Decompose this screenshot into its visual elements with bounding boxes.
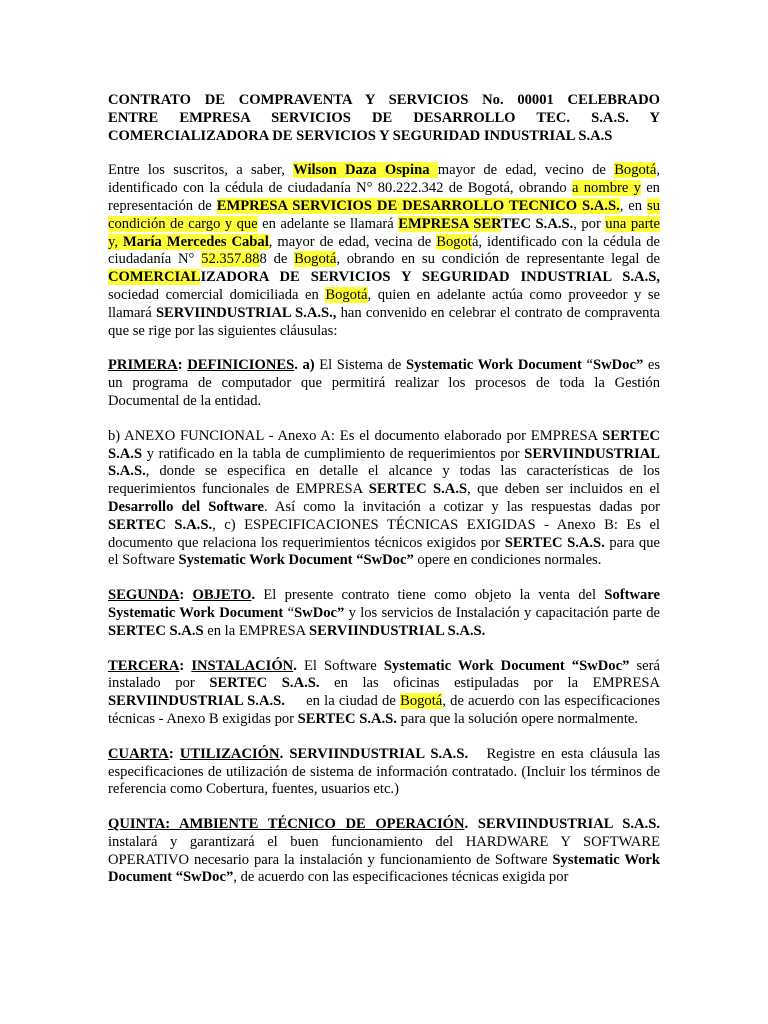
company-name: SERTEC S.A.S. [209,675,320,692]
text: , por [573,215,606,232]
company-name: SERVIINDUSTRIAL S.A.S. [289,745,469,762]
company-name-highlight: COMERCIAL [108,269,201,286]
clause-heading: TERCERA [108,657,180,674]
clause-segunda [108,587,660,640]
product-name: Systematic Work Document “SwDoc” [383,657,630,674]
clause-heading: SEGUNDA [108,587,180,604]
company-name: SERVIINDUSTRIAL S.A.S. [477,816,661,833]
text: , c) ESPECIFICACIONES TÉCNICAS EXIGIDAS - Anexo B: Es el documento que relaciona los requerimientos técnicos exigidos por [108,516,660,551]
text: , identificado con la cédula de ciudadanía N° 80.222.342 de Bogotá, obrando [108,162,661,197]
clause-subheading: OBJETO [192,587,252,604]
clause-primera [108,357,660,410]
title-line: COMERCIALIZADORA DE SERVICIOS Y SEGURIDAD INDUSTRIAL S.A.S [108,127,613,144]
title-line: CONTRATO DE COMPRAVENTA Y SERVICIOS No. 00001 CELEBRADO [108,92,660,108]
clause-cuarta [108,745,664,799]
city-highlight: Bogotá [325,286,368,303]
company-name: SERTEC S.A.S [108,427,660,462]
clause-heading: QUINTA: AMBIENTE TÉCNICO DE OPERACIÓN [108,816,465,833]
text-highlight: su condición de cargo y que [108,197,660,232]
text: . [293,657,297,674]
clause-subheading: UTILIZACIÓN [179,745,280,762]
city-highlight: Bogotá [400,693,443,710]
party-name-highlight: María Mercedes Cabal [122,233,269,250]
text: y ratificado en la tabla de cumplimiento de requerimientos por [142,445,525,462]
company-name: SERVIINDUSTRIAL S.A.S. [108,693,285,710]
text: mayor de edad, vecino de [437,162,615,179]
text: , en [619,197,648,214]
text: . [279,745,290,762]
text: para que la solución opere normalmente. [396,710,639,727]
clause-heading: CUARTA [108,745,169,762]
product-name: Desarrollo del Software [108,498,264,515]
text: Entre los suscritos, a saber, [108,162,294,179]
text: en adelante se llamará [257,215,399,232]
text: . [464,816,478,833]
text: para que el Software [108,534,660,569]
company-name: SERTEC S.A.S. [108,516,213,533]
text: , de acuerdo con las especificaciones técnicas exigida por [233,869,569,886]
company-name-highlight: EMPRESA SER [398,215,502,232]
text: b) ANEXO FUNCIONAL - Anexo A: Es el documento elaborado por EMPRESA [108,427,603,444]
text: sociedad comercial domiciliada en [108,286,326,303]
text: , que deben ser incluidos en el [467,481,660,498]
company-name: SERTEC S.A.S. [297,710,397,727]
company-name: SERTEC S.A.S [368,481,468,498]
text: á, identificado con la cédula de ciudadanía N° [108,233,660,268]
company-name: SERVIINDUSTRIAL S.A.S., [155,304,337,321]
contract-body [108,92,664,904]
text: : [177,357,188,374]
product-name: Software Systematic Work Document [108,587,660,621]
city-highlight: Bogot [436,233,472,250]
product-name: Systematic Work Document [405,357,582,374]
contract-title [108,92,660,145]
text: “ [581,357,593,374]
company-name: IZADORA DE SERVICIOS Y SEGURIDAD INDUSTRIAL S.A.S, [200,269,660,286]
text: en las oficinas estipuladas por la EMPRESA [319,675,660,692]
product-name: Systematic Work Document “SwDoc” [178,552,414,569]
clause-tercera [108,658,660,729]
text: han convenido en celebrar el contrato de compraventa que se rige por las siguientes cláusulas: [108,304,660,339]
text: 8 de [259,251,295,268]
text: . Así como la invitación a cotizar y las respuestas dadas por [263,498,660,515]
product-name: SwDoc” [294,604,345,621]
clause-subheading: DEFINICIONES [187,357,295,374]
text: El Software [296,657,384,674]
product-name: Systematic Work Document “SwDoc” [108,851,661,886]
id-number-highlight: 52.357.88 [201,251,260,268]
clause-subheading: INSTALACIÓN [191,657,294,674]
text-highlight: a nombre y [571,180,641,197]
text: en la ciudad de [284,693,401,710]
title-line: ENTRE EMPRESA SERVICIOS DE DESARROLLO TEC. S.A.S. Y [108,109,660,126]
text: y los servicios de Instalación y capacitación parte de [344,604,660,621]
text: opere en condiciones normales. [413,552,602,569]
text-highlight: una parte y, [108,215,660,250]
intro-paragraph [108,162,660,340]
party-name-highlight: Wilson Daza Ospina [293,162,438,179]
clause-heading: PRIMERA [108,357,178,374]
text: El presente contrato tiene como objeto la venta del [255,587,605,604]
company-name: SERVIINDUSTRIAL S.A.S. [309,622,486,639]
clause-anexo [108,428,660,570]
text: “ [283,604,295,621]
text: en la EMPRESA [203,622,310,639]
text: , donde se especifica en detalle el alcance y todas las características de los requerimientos funcionales de EMPRESA [108,463,660,498]
company-name: TEC S.A.S. [501,215,574,232]
text: , obrando en su condición de representante legal de [336,251,660,268]
text: . [251,587,256,604]
text: El Sistema de [314,357,406,374]
clause-quinta [108,816,660,887]
text: : [168,745,180,762]
company-name-highlight: EMPRESA SERVICIOS DE DESARROLLO TECNICO S.A.S. [216,197,620,214]
text: , de acuerdo con las especificaciones técnicas - Anexo B exigidas por [108,693,660,727]
text: . [294,357,303,374]
company-name: SERTEC S.A.S. [504,534,605,551]
company-name: SERVIINDUSTRIAL S.A.S. [108,445,660,480]
text: : [179,657,192,674]
text: , mayor de edad, vecina de [268,233,437,250]
product-name: SwDoc” [592,357,644,374]
city-highlight: Bogotá [614,162,657,179]
text: es un programa de computador que permitirá realizar los procesos de toda la Gestión Documental de la entidad. [108,357,660,409]
company-name: SERTEC S.A.S [108,622,204,639]
city-highlight: Bogotá [294,251,337,268]
text: en representación de [108,180,660,214]
text: , quien en adelante actúa como proveedor y se llamará [108,286,660,321]
text: Registre en esta cláusula las especificaciones de utilización de sistema de información contratado. (Incluir los términos de referencia como Cobertura, fuentes, usuarios etc.) [108,745,664,798]
text: a) [302,357,315,374]
text: instalará y garantizará el buen funcionamiento del HARDWARE Y SOFTWARE OPERATIVO necesario para la instalación y funcionamiento de Software [108,833,660,868]
text: será instalado por [108,657,660,692]
text: : [179,587,193,604]
